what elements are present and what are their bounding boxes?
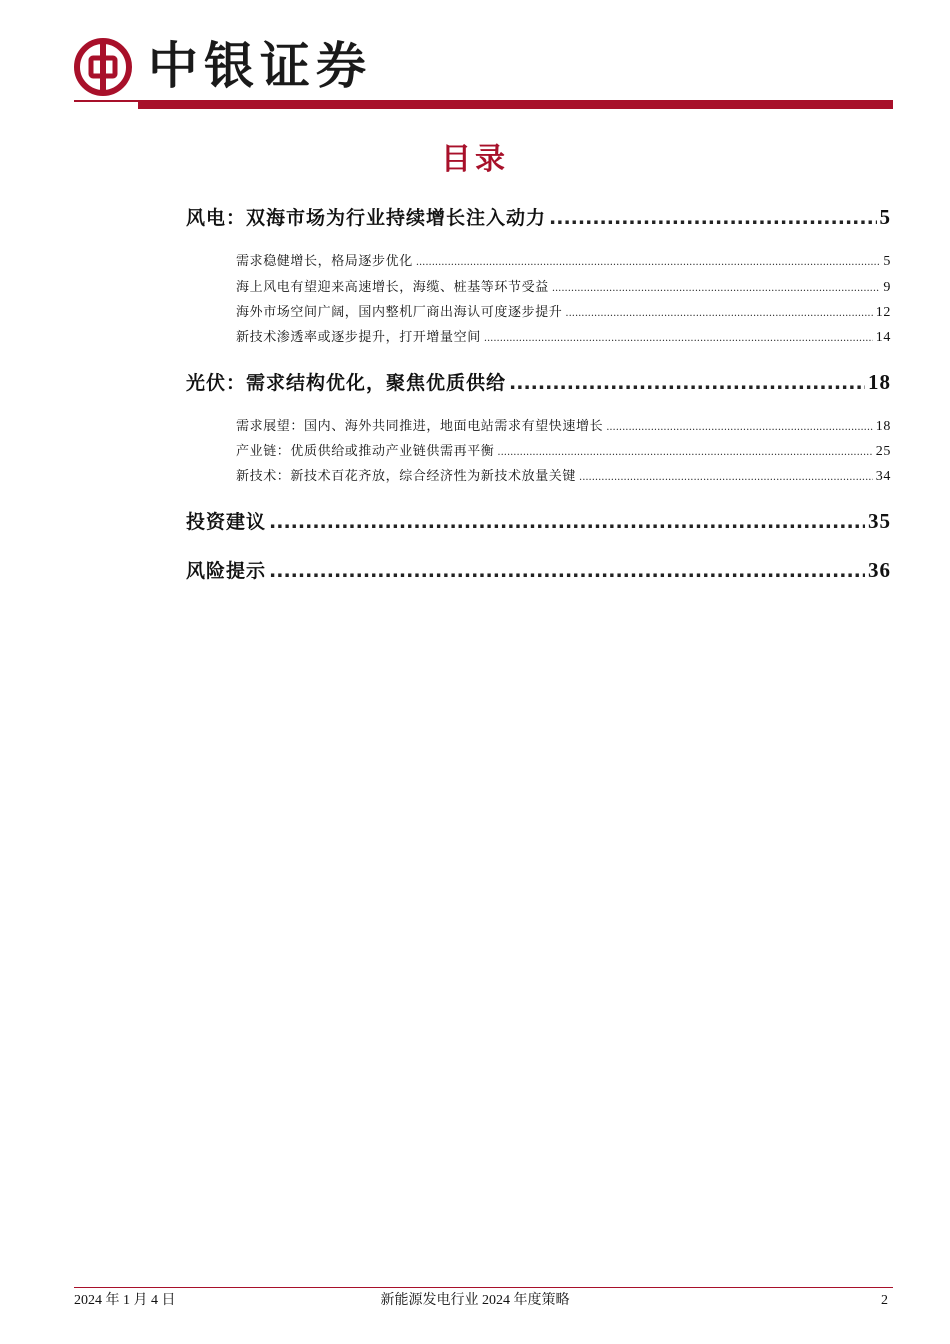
toc-entry-label: 风电：双海市场为行业持续增长注入动力 (186, 207, 547, 229)
toc-entry-page: 5 (879, 205, 891, 229)
toc-leader (269, 508, 865, 536)
toc-entry-page: 18 (875, 419, 891, 434)
toc-entry-label: 海外市场空间广阔，国内整机厂商出海认可度逐步提升 (236, 305, 563, 320)
toc-leader (416, 253, 881, 273)
toc-entry-label: 投资建议 (186, 511, 267, 533)
toc-entry[interactable] (236, 252, 891, 273)
toc-entry-risk[interactable] (186, 556, 891, 585)
toc-entry[interactable] (236, 303, 891, 324)
toc-title: 目录 (441, 142, 509, 177)
toc-leader (269, 557, 865, 585)
toc-entry-page: 18 (868, 370, 891, 394)
toc-entry-label: 新技术：新技术百花齐放，综合经济性为新技术放量关键 (236, 469, 577, 484)
page-header (0, 0, 950, 112)
toc-leader (579, 468, 873, 488)
toc-leader (549, 204, 876, 232)
toc-entry-page: 25 (875, 444, 891, 459)
brand-name: 中银证券 (148, 37, 372, 95)
footer-page-number: 2 (881, 1293, 888, 1308)
toc-leader (484, 329, 873, 349)
toc-entry-label: 新技术渗透率或逐步提升，打开增量空间 (236, 330, 481, 345)
toc-entry-label: 需求展望：国内、海外共同推进，地面电站需求有望快速增长 (236, 419, 604, 434)
toc-entry-page: 9 (883, 280, 891, 295)
header-rule-thick (138, 100, 893, 109)
footer-report-title: 新能源发电行业 2024 年度策略 (380, 1293, 570, 1308)
toc-leader (606, 418, 873, 438)
toc-entry-label: 海上风电有望迎来高速增长，海缆、桩基等环节受益 (236, 280, 549, 295)
toc-entry[interactable] (236, 278, 891, 299)
toc-entry-page: 12 (875, 305, 891, 320)
toc-entry[interactable] (236, 328, 891, 349)
toc-leader (497, 443, 872, 463)
toc-entry-wind[interactable] (186, 203, 891, 232)
toc-entry-investment[interactable] (186, 507, 891, 536)
toc-leader (509, 369, 865, 397)
toc-entry-page: 36 (868, 558, 891, 582)
toc-entry[interactable] (236, 442, 891, 463)
header-rule-thin (74, 100, 138, 102)
bank-of-china-logo-icon (74, 38, 132, 96)
toc-entry-label: 风险提示 (186, 560, 267, 582)
toc-entry-solar[interactable] (186, 368, 891, 397)
toc-entry-label: 需求稳健增长，格局逐步优化 (236, 254, 413, 269)
toc-entry-label: 光伏：需求结构优化，聚焦优质供给 (186, 372, 507, 394)
toc-leader (552, 279, 881, 299)
toc-leader (565, 304, 872, 324)
toc-entry-page: 34 (875, 469, 891, 484)
footer-date: 2024 年 1 月 4 日 (74, 1293, 176, 1308)
toc-entry-page: 14 (875, 330, 891, 345)
toc-entry-page: 35 (868, 509, 891, 533)
footer-rule (74, 1287, 893, 1288)
toc-entry[interactable] (236, 467, 891, 488)
toc-entry[interactable] (236, 417, 891, 438)
toc-entry-page: 5 (883, 254, 891, 269)
toc-entry-label: 产业链：优质供给或推动产业链供需再平衡 (236, 444, 495, 459)
